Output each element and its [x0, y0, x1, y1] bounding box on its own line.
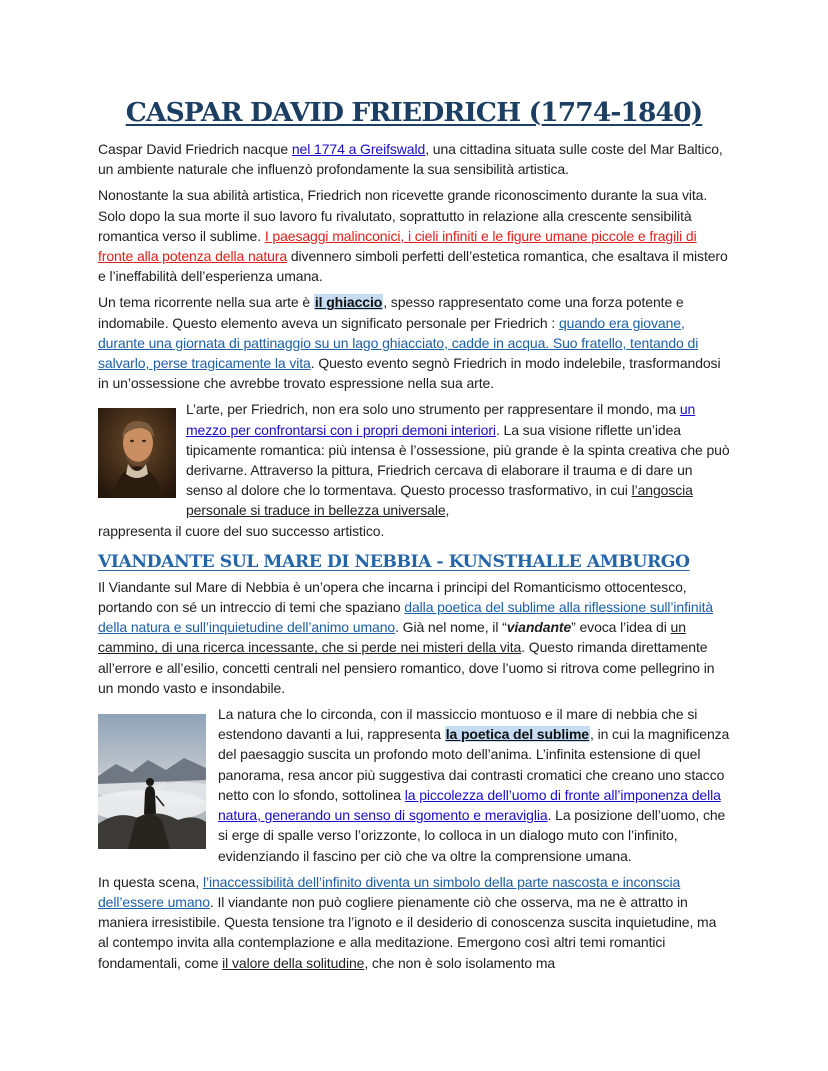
text: Caspar David Friedrich nacque	[98, 141, 292, 157]
text: , una cittadina situata sulle coste del Mar Baltico, un ambiente naturale che influenzò profondamente la sua sensibilità artistica.	[98, 141, 723, 178]
underline-anguish: l’angoscia personale si traduce in bellezza universale	[186, 482, 693, 519]
link-inner-demons[interactable]: un mezzo per confrontarsi con i propri demoni interiori	[186, 401, 696, 438]
text: . La posizione dell’uomo, che si erge di spalle verso l’orizzonte, lo colloca in un dialogo muto con l’infinito, evidenziando il fascino per ciò che va oltre la comprensione umana.	[218, 807, 726, 864]
portrait-section	[98, 399, 730, 526]
text: . Questo evento segnò Friedrich in modo indelebile, trasformandosi in un’ossessione che avrebbe trovato espressione nella sua arte.	[98, 355, 721, 392]
text: , spesso rappresentato come una forza potente e indomabile. Questo elemento aveva un significato personale per Friedrich :	[98, 294, 684, 331]
paragraph-ice	[98, 292, 730, 393]
wanderer-painting-image	[98, 714, 206, 849]
paragraph-art-demons-end: rappresenta il cuore del suo successo artistico.	[98, 522, 385, 539]
page-title: CASPAR DAVID FRIEDRICH (1774-1840)	[125, 97, 703, 128]
wanderer-painting-icon	[98, 714, 206, 849]
paragraph-birth	[98, 139, 730, 179]
text: ,	[445, 502, 450, 519]
text: Un tema ricorrente nella sua arte è	[98, 294, 314, 311]
text: ” evoca l’idea di	[571, 619, 671, 636]
text: Il Viandante sul Mare di Nebbia è un’opera che incarna i principi del Romanticismo ottocentesco, portando con sé un intreccio di temi che spaziano	[98, 578, 687, 616]
emphasis-viandante: viandante	[506, 619, 572, 636]
document-content	[98, 94, 730, 979]
portrait-painting-icon	[98, 408, 176, 498]
highlight-ice: il ghiaccio	[314, 294, 383, 311]
paragraph-sublime-nature	[218, 704, 730, 866]
link-sublime-poetics[interactable]: dalla poetica del sublime alla riflessione sull’infinità della natura e sull’inquietudine dell’animo umano	[98, 599, 714, 636]
paragraph-inaccessibility	[98, 872, 730, 973]
text: , che non è solo isolamento ma	[364, 954, 556, 971]
text: In questa scena,	[98, 873, 203, 890]
link-infinite-inaccessibility[interactable]: l’inaccessibilità dell’infinito diventa un simbolo della parte nascosta e inconscia dell’essere umano	[98, 873, 681, 910]
underline-journey: un cammino, di una ricerca incessante, che si perde nei misteri della vita	[98, 619, 686, 656]
text: La natura che lo circonda, con il massiccio montuoso e il mare di nebbia che si estendono davanti a lui, rappresenta	[218, 706, 698, 743]
section-heading-wanderer: VIANDANTE SUL MARE DI NEBBIA - KUNSTHALLE AMBURGO	[98, 551, 690, 572]
paragraph-wanderer-intro	[98, 577, 730, 698]
highlight-red-landscapes: I paesaggi malinconici, i cieli infiniti e le figure umane piccole e fragili di fronte alla potenza della natura	[98, 227, 697, 265]
text: . Questo rimanda direttamente all’errore e all’esilio, concetti centrali nel pensiero romantico, dove l’uomo si ritrova come pellegrino in un mondo vasto e insondabile.	[98, 639, 715, 696]
link-man-smallness[interactable]: la piccolezza dell’uomo di fronte all’imponenza della natura, generando un senso di sgomento e meraviglia	[218, 786, 721, 824]
underline-solitude: il valore della solitudine	[222, 954, 365, 971]
paragraph-art-demons	[186, 399, 730, 520]
text: divennero simboli perfetti dell’estetica romantica, che esaltava il mistero e l’ineffabilità dell’esperienza umana.	[98, 248, 728, 285]
text: , in cui la magnificenza del paesaggio suscita un profondo moto dell’anima. L’infinita estensione di quel panorama, resa ancor più suggestiva dai contrasti cromatici che creano uno stacco netto con lo sfondo, sottolinea	[218, 726, 730, 803]
text: L’arte, per Friedrich, non era solo uno strumento per rappresentare il mondo, ma	[186, 401, 680, 418]
paragraph-recognition	[98, 185, 730, 286]
wanderer-section	[98, 704, 730, 872]
text: . Già nel nome, il “	[395, 619, 507, 636]
text: . La sua visione riflette un’idea tipicamente romantica: più intensa è l’ossessione, più grande è la spinta creativa che può derivarne. Attraverso la pittura, Friedrich cercava di elaborare il trauma e di dare un senso al dolore che lo tormentava. Questo processo trasformativo, in cui	[186, 421, 730, 499]
text: Nonostante la sua abilità artistica, Friedrich non ricevette grande riconoscimento durante la sua vita. Solo dopo la sua morte il suo lavoro fu rivalutato, soprattutto in relazione alla crescente sensibilità romantica verso il sublime.	[98, 187, 708, 244]
highlight-sublime: la poetica del sublime	[445, 726, 589, 743]
text: . Il viandante non può cogliere pienamente ciò che osserva, ma ne è attratto in maniera irresistibile. Questa tensione tra l’ignoto e il desiderio di conoscenza suscita inquietudine, ma al contempo invita alla contemplazione e alla meditazione. Emergono così altri temi romantici fondamentali, come	[98, 893, 717, 971]
link-brother-story[interactable]: quando era giovane, durante una giornata di pattinaggio su un lago ghiacciato, cadde in acqua. Suo fratello, tentando di salvarlo, perse tragicamente la vita	[98, 314, 699, 372]
friedrich-portrait-image	[98, 408, 176, 498]
link-birth[interactable]: nel 1774 a Greifswald	[291, 141, 426, 157]
